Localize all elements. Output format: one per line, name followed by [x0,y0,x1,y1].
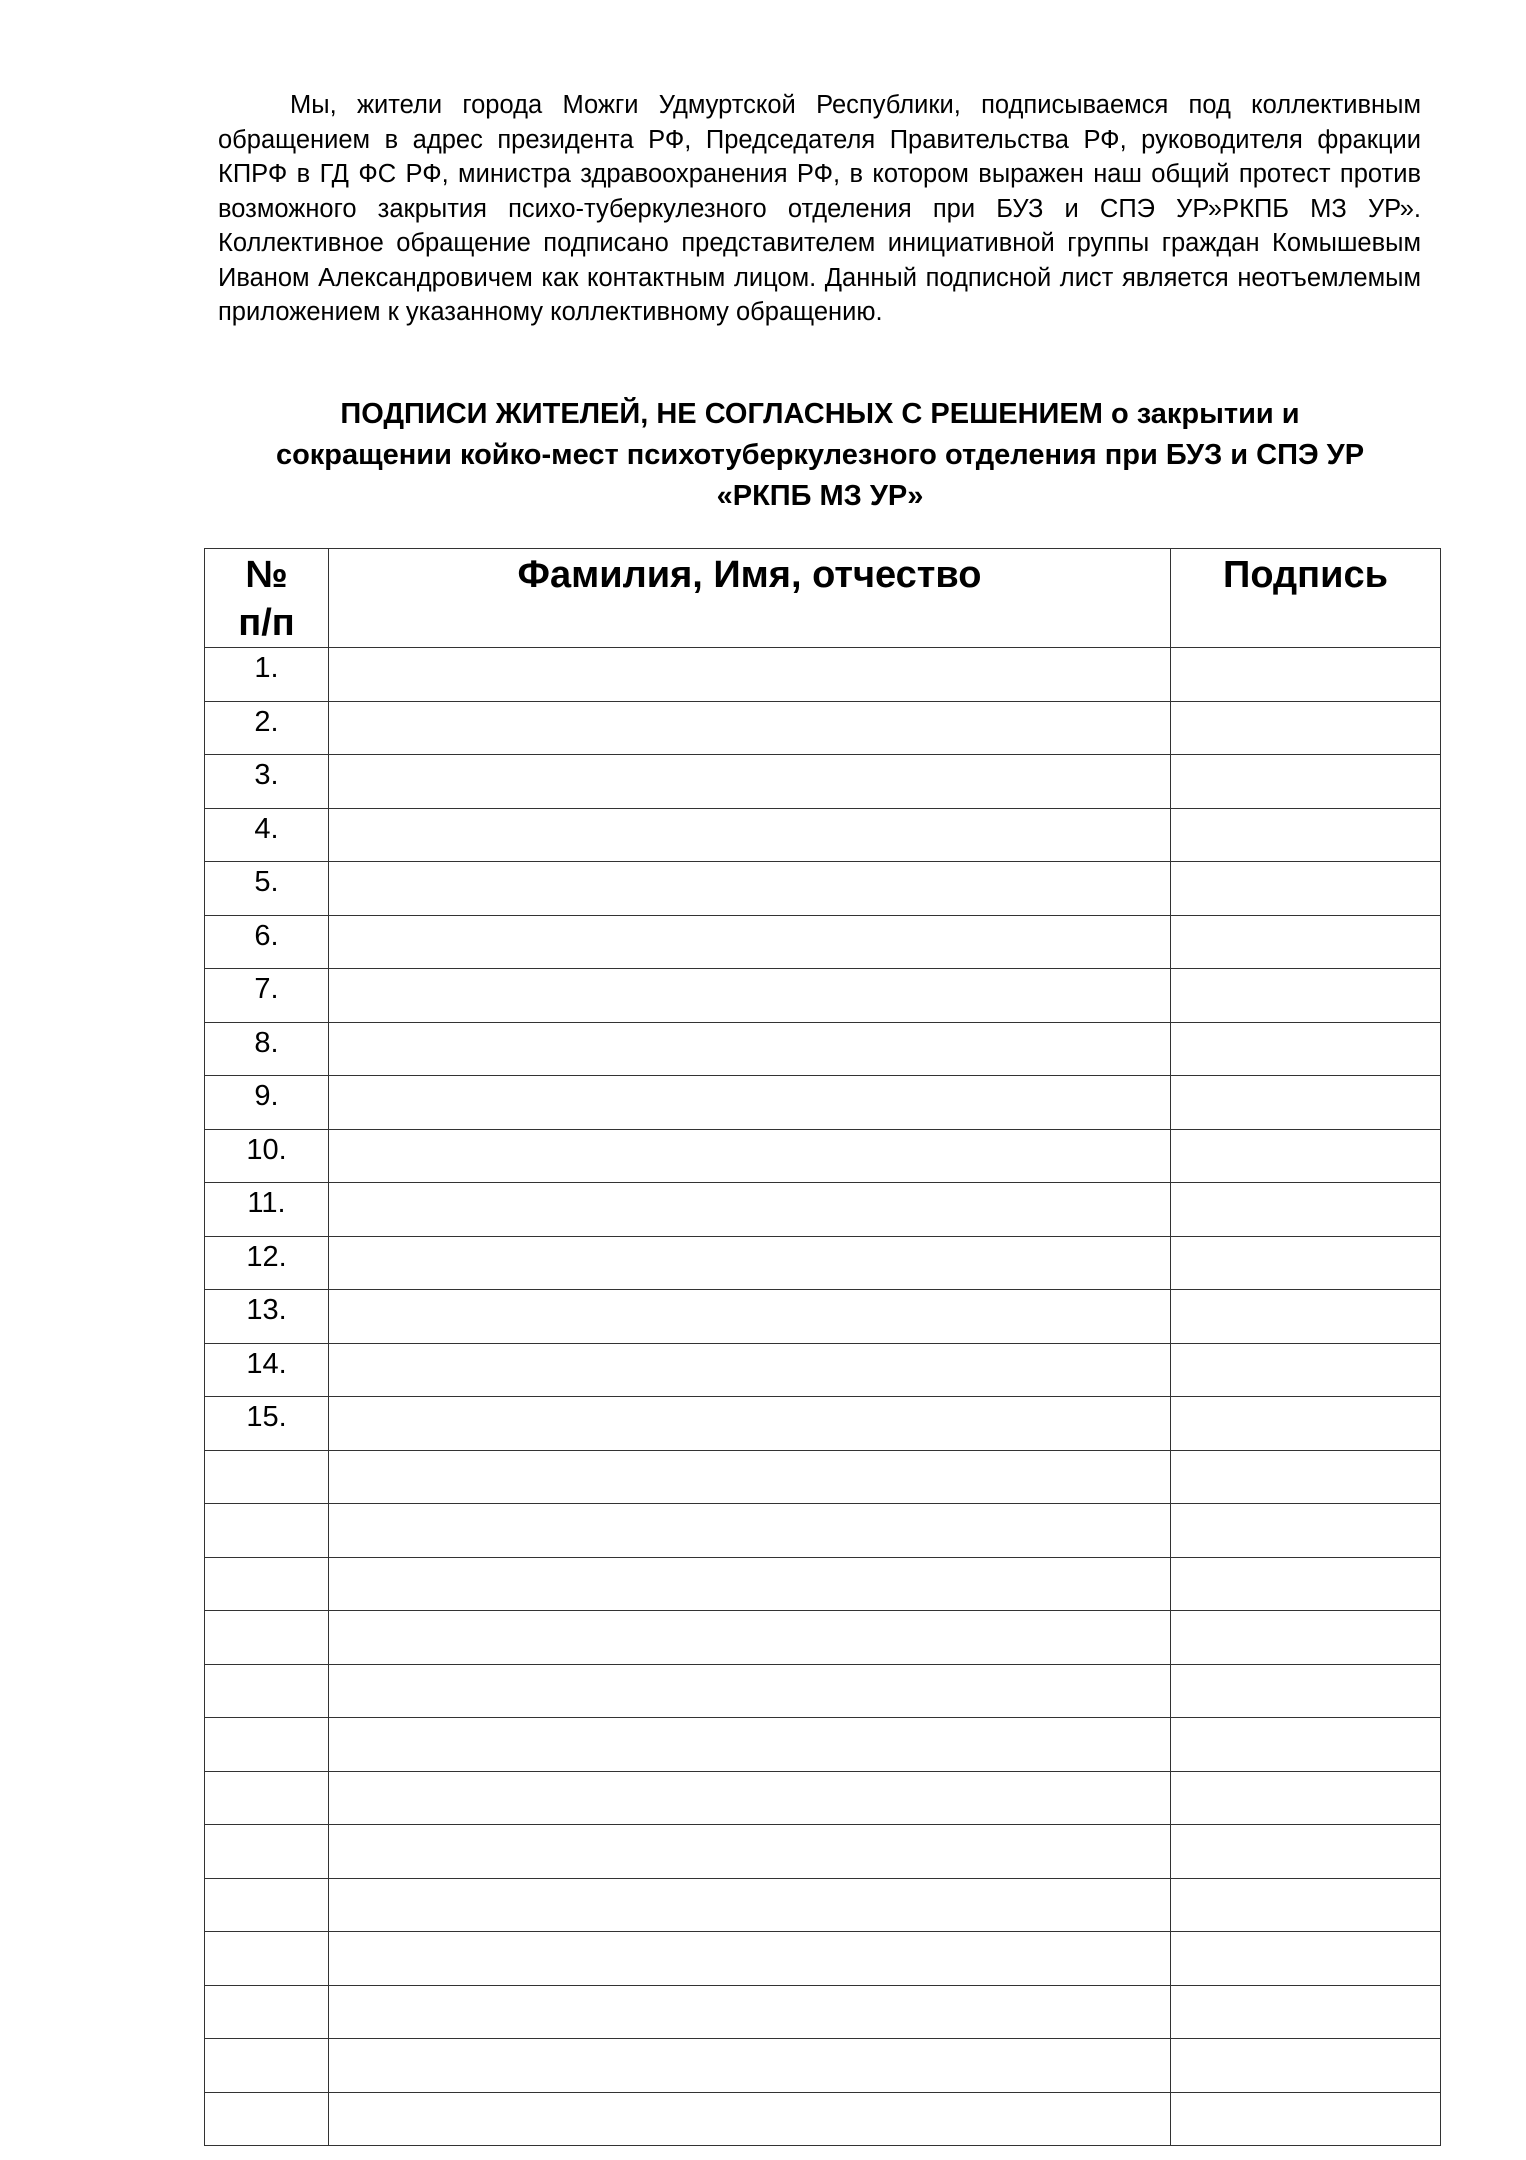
name-cell[interactable] [329,1290,1171,1344]
name-cell[interactable] [329,1557,1171,1611]
table-row [205,1664,1441,1718]
signature-cell[interactable] [1171,1878,1441,1932]
name-cell[interactable] [329,1718,1171,1772]
row-number: 7. [205,969,329,1023]
table-row [205,915,1441,969]
signature-cell[interactable] [1171,1290,1441,1344]
name-cell[interactable] [329,915,1171,969]
name-cell[interactable] [329,1771,1171,1825]
name-cell[interactable] [329,1022,1171,1076]
signature-cell[interactable] [1171,2039,1441,2093]
table-row [205,1825,1441,1879]
signature-cell[interactable] [1171,969,1441,1023]
table-row [205,2092,1441,2146]
row-number [205,1504,329,1558]
name-cell[interactable] [329,1236,1171,1290]
signature-table [204,548,1441,2146]
row-number [205,2039,329,2093]
table-row [205,1771,1441,1825]
name-cell[interactable] [329,2092,1171,2146]
row-number: 5. [205,862,329,916]
row-number [205,1985,329,2039]
signature-cell[interactable] [1171,1985,1441,2039]
row-number [205,1771,329,1825]
intro-paragraph: Мы, жители города Можги Удмуртской Республики, подписываемся под коллективным обращением в адрес президента РФ, Председателя Правительства РФ, руководителя фракции КПРФ в ГД ФС РФ, министра здравоохранения РФ, в котором выражен наш общий протест против возможного закрытия психо-туберкулезного отделения при БУЗ и СПЭ УР»РКПБ МЗ УР». Коллективное обращение подписано представителем инициативной группы граждан Комышевым Иваном Александровичем как контактным лицом. Данный подписной лист является неотъемлемым приложением к указанному коллективному обращению. [218,91,1421,326]
table-row [205,1878,1441,1932]
table-row [205,969,1441,1023]
row-number: 10. [205,1129,329,1183]
row-number [205,1932,329,1986]
name-cell[interactable] [329,808,1171,862]
row-number [205,1664,329,1718]
row-number: 15. [205,1397,329,1451]
name-cell[interactable] [329,1397,1171,1451]
header-number [205,549,329,648]
name-cell[interactable] [329,1985,1171,2039]
name-cell[interactable] [329,648,1171,702]
row-number [205,1825,329,1879]
name-cell[interactable] [329,1183,1171,1237]
header-signature: Подпись [1171,549,1441,648]
signature-cell[interactable] [1171,1450,1441,1504]
signature-rows [205,648,1441,2146]
table-row [205,1504,1441,1558]
name-cell[interactable] [329,1129,1171,1183]
heading-line-1: ПОДПИСИ ЖИТЕЛЕЙ, НЕ СОГЛАСНЫХ С РЕШЕНИЕМ о закрытии и [340,398,1300,430]
table-header-row [205,549,1441,648]
heading-line-2: сокращении койко-мест психотуберкулезного отделения при БУЗ и СПЭ УР [275,439,1365,471]
table-row [205,1611,1441,1665]
signature-cell[interactable] [1171,1076,1441,1130]
row-number: 3. [205,755,329,809]
name-cell[interactable] [329,862,1171,916]
row-number: 14. [205,1343,329,1397]
signature-cell[interactable] [1171,648,1441,702]
name-cell[interactable] [329,1611,1171,1665]
signature-cell[interactable] [1171,1236,1441,1290]
table-row [205,1236,1441,1290]
signature-cell[interactable] [1171,1718,1441,1772]
name-cell[interactable] [329,1664,1171,1718]
table-row [205,1290,1441,1344]
table-row [205,755,1441,809]
signature-cell[interactable] [1171,1771,1441,1825]
row-number [205,1611,329,1665]
signature-cell[interactable] [1171,1557,1441,1611]
signature-cell[interactable] [1171,701,1441,755]
signature-cell[interactable] [1171,1129,1441,1183]
name-cell[interactable] [329,2039,1171,2093]
table-row [205,1718,1441,1772]
table-row [205,1932,1441,1986]
name-cell[interactable] [329,1450,1171,1504]
name-cell[interactable] [329,1825,1171,1879]
name-cell[interactable] [329,701,1171,755]
signature-cell[interactable] [1171,1825,1441,1879]
row-number [205,1557,329,1611]
name-cell[interactable] [329,1932,1171,1986]
row-number: 11. [205,1183,329,1237]
signature-cell[interactable] [1171,2092,1441,2146]
signature-cell[interactable] [1171,1022,1441,1076]
signature-cell[interactable] [1171,1664,1441,1718]
table-row [205,1985,1441,2039]
row-number [205,1878,329,1932]
row-number: 4. [205,808,329,862]
table-row [205,648,1441,702]
row-number [205,1718,329,1772]
name-cell[interactable] [329,1343,1171,1397]
name-cell[interactable] [329,1504,1171,1558]
row-number: 8. [205,1022,329,1076]
row-number: 2. [205,701,329,755]
name-cell[interactable] [329,755,1171,809]
signature-cell[interactable] [1171,1504,1441,1558]
table-row [205,862,1441,916]
table-row [205,1076,1441,1130]
table-row [205,701,1441,755]
name-cell[interactable] [329,1878,1171,1932]
heading-line-3: «РКПБ МЗ УР» [716,480,924,512]
signature-cell[interactable] [1171,1611,1441,1665]
table-row [205,1450,1441,1504]
table-row [205,1022,1441,1076]
table-row [205,1183,1441,1237]
row-number [205,2092,329,2146]
header-full-name: Фамилия, Имя, отчество [329,549,1171,648]
table-row [205,808,1441,862]
signature-cell[interactable] [1171,1932,1441,1986]
header-number-abbrev: п/п [238,602,295,644]
signature-cell[interactable] [1171,755,1441,809]
table-row [205,1397,1441,1451]
name-cell[interactable] [329,969,1171,1023]
signature-cell[interactable] [1171,808,1441,862]
row-number: 6. [205,915,329,969]
row-number: 12. [205,1236,329,1290]
signature-cell[interactable] [1171,915,1441,969]
row-number: 9. [205,1076,329,1130]
signature-cell[interactable] [1171,862,1441,916]
table-row [205,1343,1441,1397]
row-number [205,1450,329,1504]
signature-cell[interactable] [1171,1343,1441,1397]
row-number: 13. [205,1290,329,1344]
signature-cell[interactable] [1171,1183,1441,1237]
table-row [205,1557,1441,1611]
header-number-symbol: № [245,554,288,596]
table-row [205,2039,1441,2093]
table-row [205,1129,1441,1183]
document-heading [200,394,1440,517]
name-cell[interactable] [329,1076,1171,1130]
row-number: 1. [205,648,329,702]
signature-cell[interactable] [1171,1397,1441,1451]
